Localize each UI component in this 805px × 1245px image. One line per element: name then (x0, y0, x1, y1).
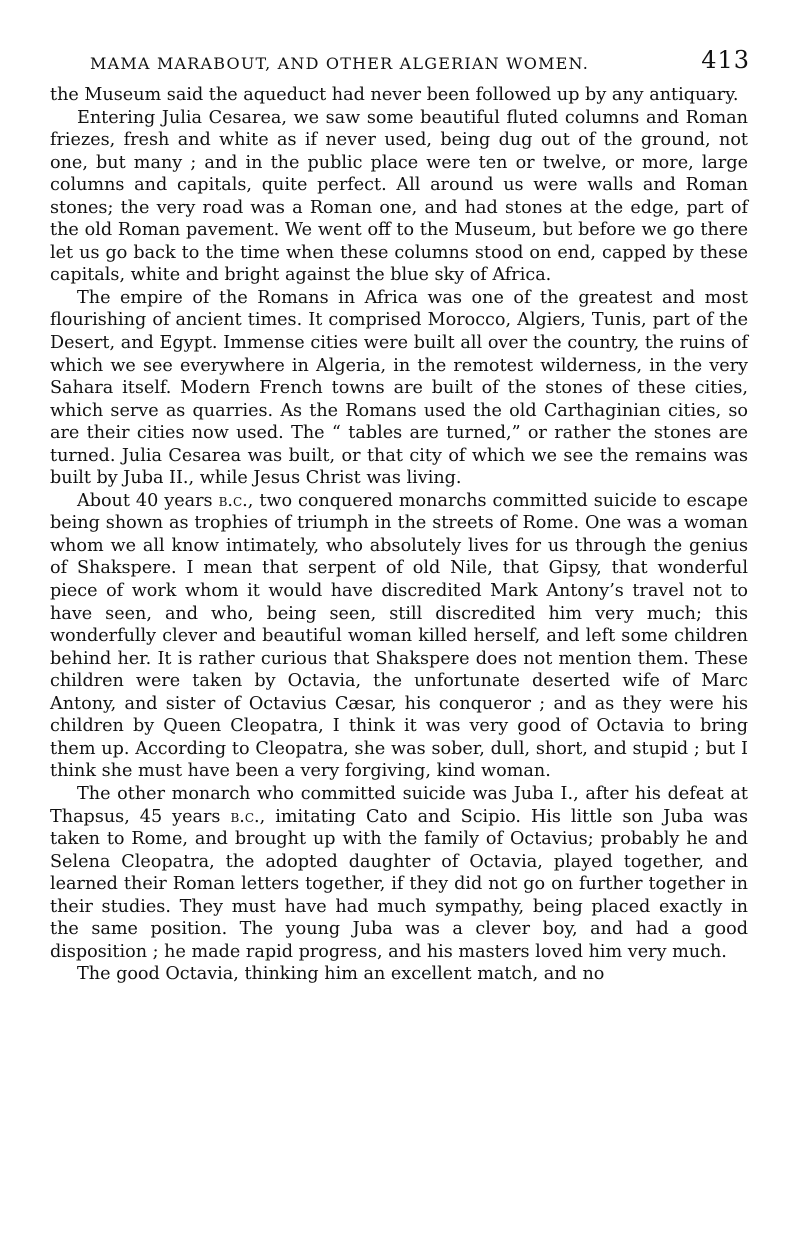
paragraph-two-monarchs (50, 490, 748, 783)
body-text (50, 84, 748, 986)
paragraph-text: The other monarch who committed suicide was Juba I., after his defeat at Thapsus, 45 years (50, 783, 748, 827)
paragraph-roman-empire: The empire of the Romans in Africa was one of the greatest and most flourishing of ancient times. It comprised Morocco, Algiers, Tunis, part of the Desert, and Egypt. Immense cities were built all over the country, the ruins of which we see everywhere in Algeria, in the remotest wilderness, in the very Sahara itself. Modern French towns are built of the stones of these cities, which serve as quarries. As the Romans used the old Carthaginian cities, so are their cities now used. The “ tables are turned,” or rather the stones are turned. Julia Cesarea was built, or that city of which we see the remains was built by Juba II., while Jesus Christ was living. (50, 287, 748, 489)
paragraph-juba (50, 783, 748, 963)
paragraph-julia-cesarea: Entering Julia Cesarea, we saw some beautiful fluted columns and Roman friezes, fresh and white as if never used, being dug out of the ground, not one, but many ; and in the public place were ten or twelve, or more, large columns and capitals, quite perfect. All around us were walls and Roman stones; the very road was a Roman one, and had stones at the edge, part of the old Roman pavement. We went off to the Museum, but before we go there let us go back to the time when these columns stood on end, capped by these capitals, white and bright against the blue sky of Africa. (50, 107, 748, 286)
era-abbreviation: b.c. (218, 490, 248, 511)
page-header (50, 44, 748, 84)
paragraph-text: , two conquered monarchs committed suicide to escape being shown as trophies of triumph in the streets of Rome. One was a woman whom we all know intimately, who absolutely lives for us through the genius of Shakspere. I mean that serpent of old Nile, that Gipsy, that wonderful piece of work whom it would have discredited Mark Antony’s travel not to have seen, and who, being seen, still discredited him very much; this wonderfully clever and beautiful woman killed herself, and left some children behind her. It is rather curious that Shakspere does not mention them. These children were taken by Octavia, the unfortunate deserted wife of Marc Antony, and sister of Octavius Cæsar, his conqueror ; and as they were his children by Queen Cleopatra, I think it was very good of Octavia to bring them up. According to Cleopatra, she was sober, dull, short, and stupid ; but I think she must have been a very forgiving, kind woman. (50, 490, 748, 782)
era-abbreviation: b.c. (230, 806, 260, 827)
paragraph-continued: the Museum said the aqueduct had never been followed up by any antiquary. (50, 85, 739, 105)
paragraph-text: , imitating Cato and Scipio. His little son Juba was taken to Rome, and brought up with the family of Octavius; probably he and Selena Cleopatra, the adopted daughter of Octavia, played together, and learned their Roman letters together, if they did not go on further together in their studies. They must have had much sympathy, being placed exactly in the same position. The young Juba was a clever boy, and had a good disposition ; he made rapid progress, and his masters loved him very much. (50, 806, 748, 962)
paragraph-octavia: The good Octavia, thinking him an excellent match, and no (77, 964, 605, 985)
running-title: MAMA MARABOUT, AND OTHER ALGERIAN WOMEN. (90, 54, 590, 73)
paragraph-text: About 40 years (77, 490, 219, 511)
book-page (50, 44, 748, 986)
page-number: 413 (701, 46, 750, 74)
